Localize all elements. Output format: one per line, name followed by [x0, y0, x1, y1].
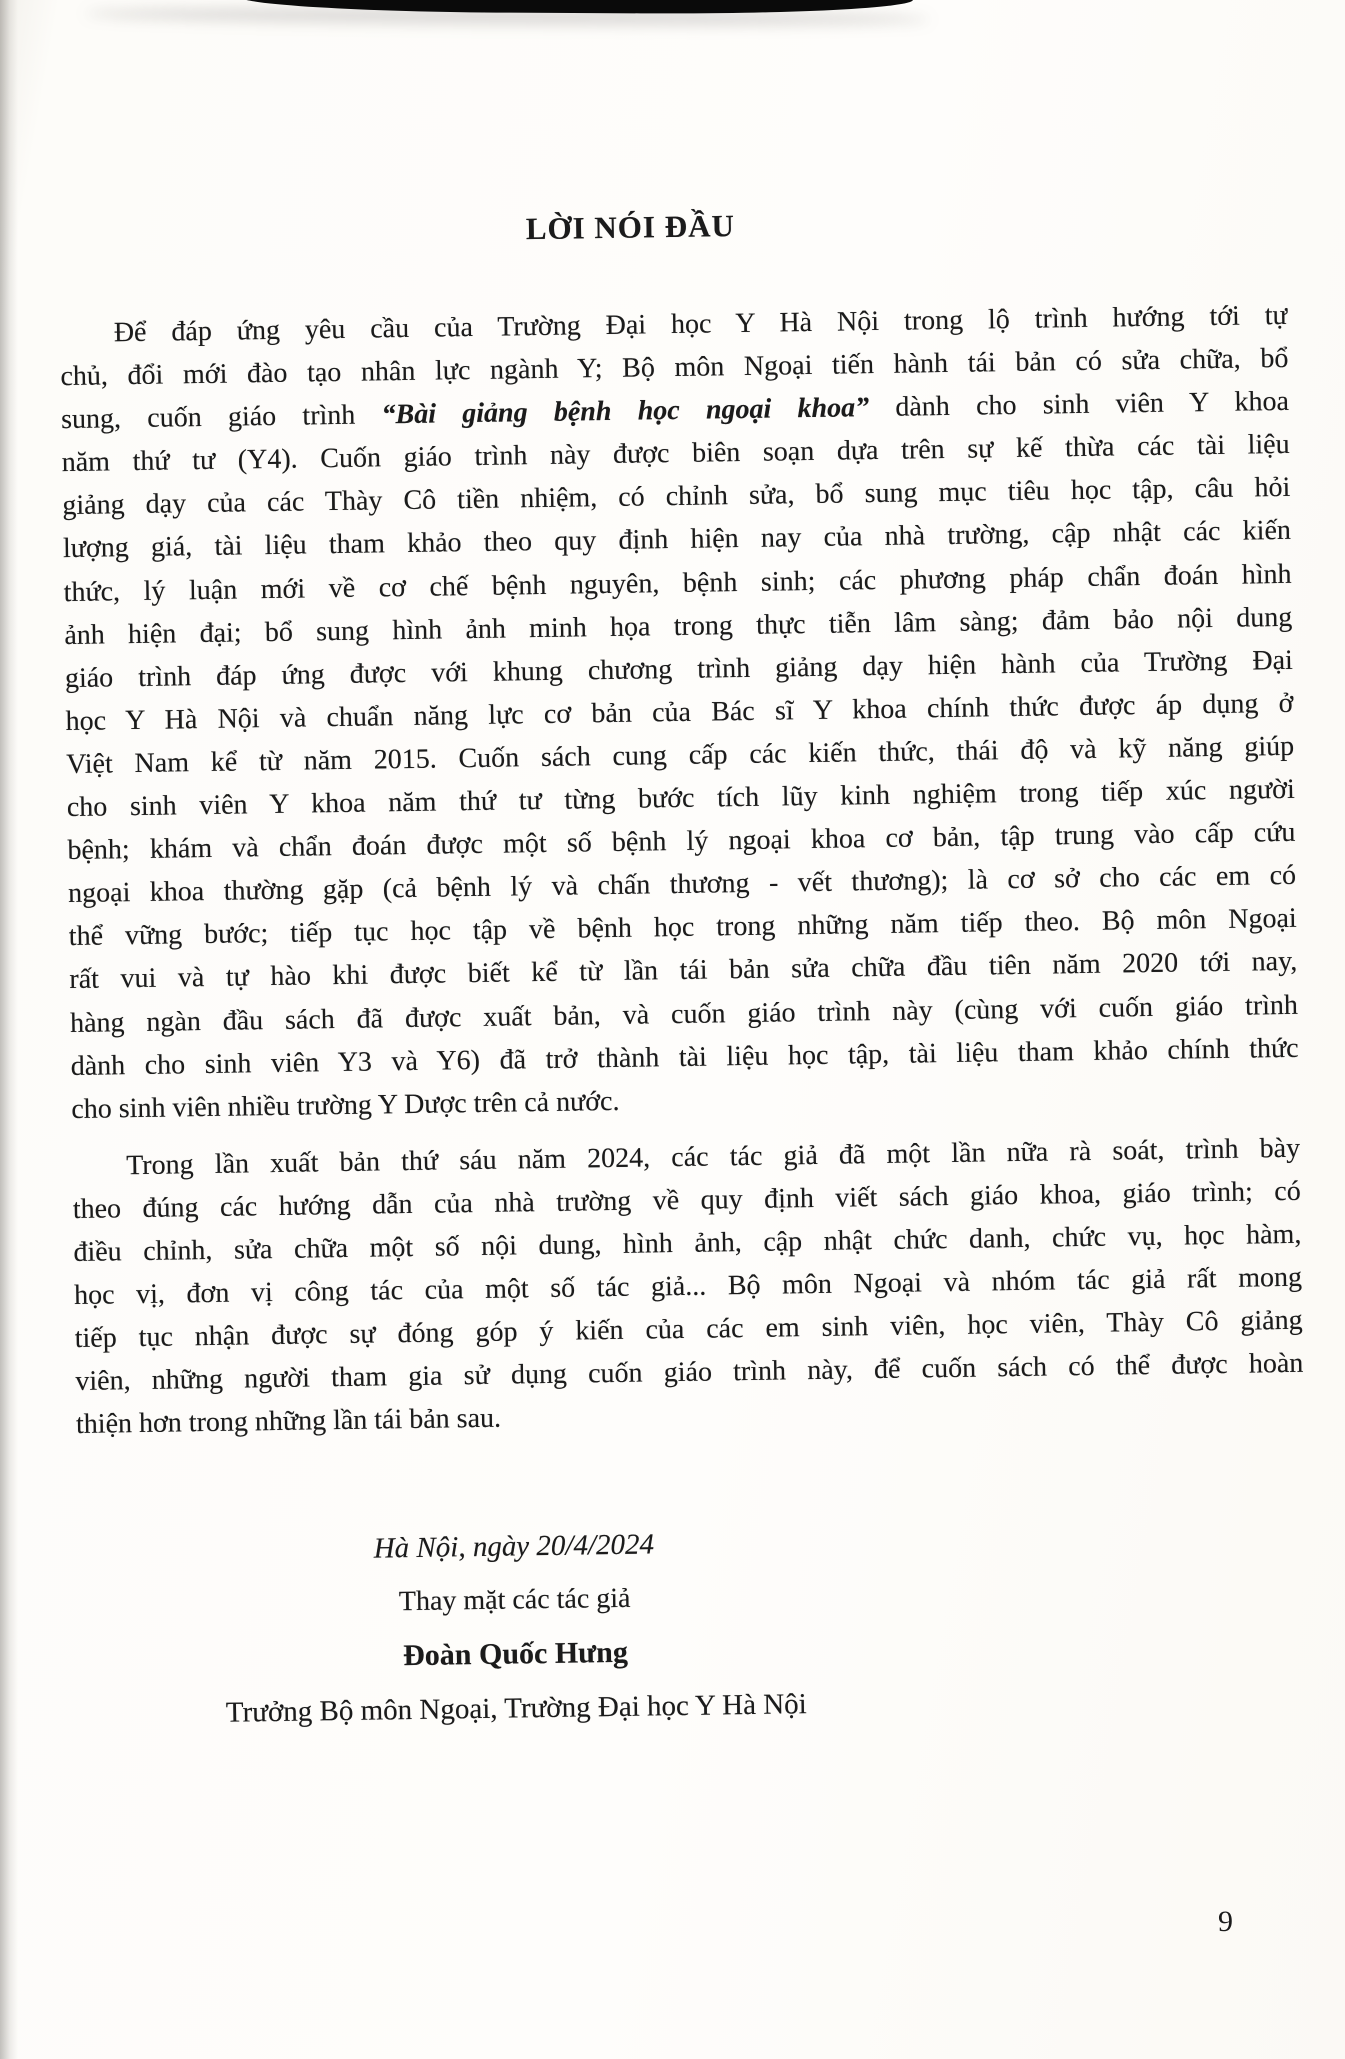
scan-left-edge-shadow	[0, 0, 18, 2059]
text-segment: thiện hơn trong những lần tái bản sau.	[75, 1403, 502, 1441]
text-segment: Trong lần xuất bản thứ sáu năm 2024, các tác giả đã một lần nữa rà soát, trình bày	[125, 1132, 1301, 1181]
book-title-phrase: “Bài giảng bệnh học ngoại khoa”	[381, 392, 870, 431]
text-segment: học Y Hà Nội và chuẩn năng lực cơ bản của Bác sĩ Y khoa chính thức được áp dụng ở	[65, 687, 1294, 737]
text-segment: ngoại khoa thường gặp (cả bệnh lý và chấn thương - vết thương); là cơ sở cho các em có	[67, 860, 1297, 910]
signature-on-behalf: Thay mặt các tác giả	[398, 1583, 631, 1618]
signature-place-date: Hà Nội, ngày 20/4/2024	[373, 1528, 655, 1566]
text-segment: điều chỉnh, sửa chữa một số nội dung, hình ảnh, cập nhật chức danh, chức vụ, học hàm,	[73, 1218, 1302, 1268]
text-segment: giảng dạy của các Thày Cô tiền nhiệm, có chỉnh sửa, bổ sung mục tiêu học tập, câu hỏi	[62, 472, 1291, 522]
text-segment: giáo trình đáp ứng được với khung chương trình giảng dạy hiện hành của Trường Đại	[64, 644, 1294, 694]
signature-author-title: Trưởng Bộ môn Ngoại, Trường Đại học Y Hà Nội	[225, 1688, 807, 1730]
text-segment: thức, lý luận mới về cơ chế bệnh nguyên, bệnh sinh; các phương pháp chẩn đoán hình	[63, 558, 1292, 608]
text-segment: sung, cuốn giáo trình	[60, 399, 382, 436]
text-segment: Việt Nam kể từ năm 2015. Cuốn sách cung cấp các kiến thức, thái độ và kỹ năng giúp	[66, 730, 1295, 780]
signature-block	[158, 1515, 873, 1742]
page-number: 9	[1218, 1905, 1233, 1938]
text-segment: dành cho sinh viên Y3 và Y6) đã trở thành tài liệu học tập, tài liệu tham khảo chính thức	[70, 1032, 1299, 1082]
text-segment: cho sinh viên Y khoa năm thứ tư từng bước tích lũy kinh nghiệm trong tiếp xúc người	[66, 773, 1295, 824]
text-segment: Để đáp ứng yêu cầu của Trường Đại học Y Hà Nội trong lộ trình hướng tới tự	[113, 299, 1288, 349]
text-segment: hàng ngàn đầu sách đã được xuất bản, và cuốn giáo trình này (cùng với cuốn giáo trình	[69, 989, 1299, 1039]
page-title: LỜI NÓI ĐẦU	[525, 208, 736, 247]
page-content	[58, 196, 1309, 1742]
text-segment: bệnh; khám và chẩn đoán được một số bệnh lý ngoại khoa cơ bản, tập trung vào cấp cứu	[67, 816, 1296, 867]
text-segment: viên, những người tham gia sử dụng cuốn giáo trình này, để cuốn sách có thể được hoàn	[75, 1348, 1304, 1398]
text-segment: dành cho sinh viên Y khoa	[868, 386, 1290, 424]
text-segment: rất vui và tự hào khi được biết kể từ lần tái bản sửa chữa đầu tiên năm 2020 tới nay,	[69, 946, 1298, 996]
text-segment: năm thứ tư (Y4). Cuốn giáo trình này được biên soạn dựa trên sự kế thừa các tài liệu	[61, 429, 1290, 479]
text-segment: tiếp tục nhận được sự đóng góp ý kiến của các em sinh viên, học viên, Thày Cô giảng	[74, 1304, 1303, 1355]
text-segment: thể vững bước; tiếp tục học tập về bệnh học trong những năm tiếp theo. Bộ môn Ngoại	[68, 903, 1297, 953]
signature-author-name: Đoàn Quốc Hưng	[402, 1636, 629, 1673]
foreword-paragraph-2	[72, 1127, 1304, 1447]
text-segment: ảnh hiện đại; bổ sung hình ảnh minh họa trong thực tiễn lâm sàng; đảm bảo nội dung	[64, 601, 1293, 651]
text-segment: chủ, đổi mới đào tạo nhân lực ngành Y; Bộ môn Ngoại tiến hành tái bản có sửa chữa, bổ	[60, 342, 1289, 393]
text-segment: học vị, đơn vị công tác của một số tác giả... Bộ môn Ngoại và nhóm tác giả rất mong	[73, 1261, 1303, 1312]
text-segment: lượng giá, tài liệu tham khảo theo quy định hiện nay của nhà trường, cập nhật các kiến	[62, 515, 1292, 565]
text-segment: cho sinh viên nhiều trường Y Dược trên cả nước.	[71, 1085, 620, 1125]
foreword-paragraph-1	[60, 294, 1300, 1131]
text-segment: theo đúng các hướng dẫn của nhà trường về quy định viết sách giáo khoa, giáo trình; có	[72, 1175, 1301, 1225]
